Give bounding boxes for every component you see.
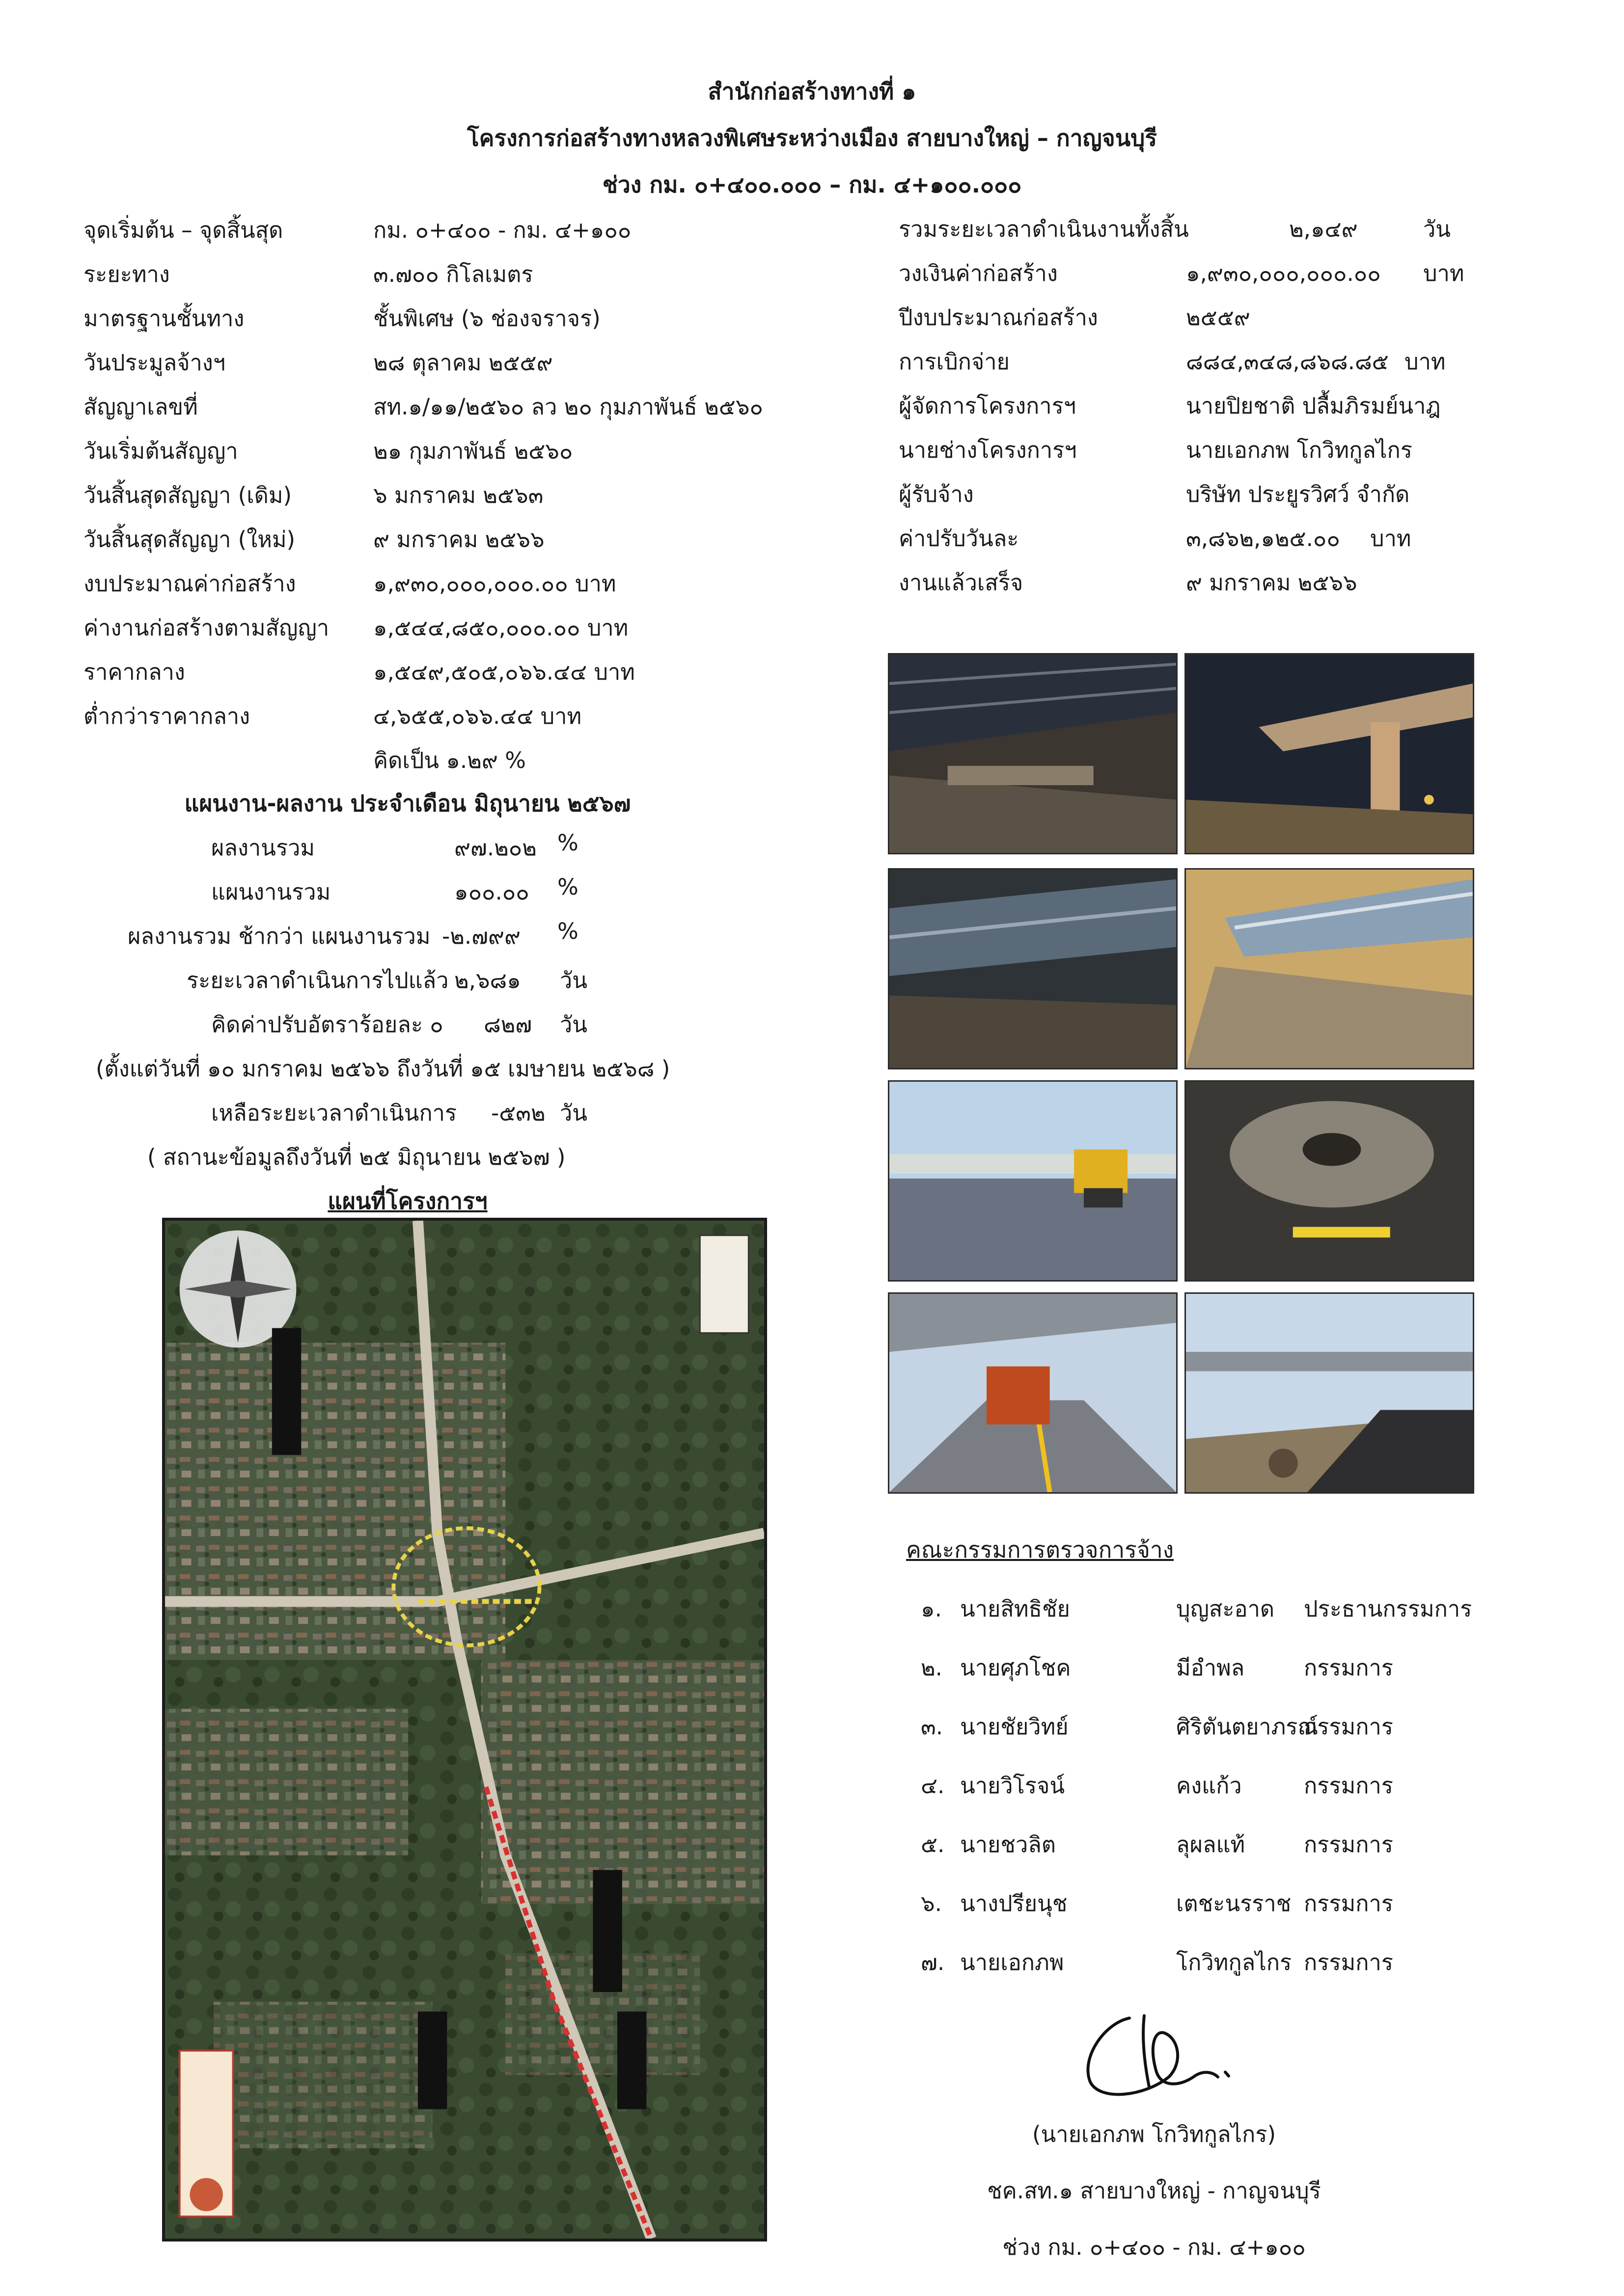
member-last-name: เตชะนรราช xyxy=(1176,1890,1292,1916)
right-info-value: ๓,๘๖๒,๑๒๕.๐๐ xyxy=(1186,525,1340,551)
perf-unit: วัน xyxy=(560,1011,588,1038)
perf-value: ๑๐๐.๐๐ xyxy=(454,879,529,905)
left-info-label: วันสิ้นสุดสัญญา (เดิม) xyxy=(83,482,292,508)
member-last-name: บุญสะอาด xyxy=(1176,1596,1275,1622)
member-no: ๒. xyxy=(921,1655,942,1681)
right-info-label: ปีงบประมาณก่อสร้าง xyxy=(899,304,1098,330)
right-info-label: วงเงินค่าก่อสร้าง xyxy=(899,260,1058,286)
remaining-value: -๕๓๒ xyxy=(491,1100,546,1126)
signature-mark xyxy=(1071,2003,1247,2102)
member-last-name: ลุผลแท้ xyxy=(1176,1831,1245,1858)
member-no: ๑. xyxy=(921,1596,942,1622)
project-title: โครงการก่อสร้างทางหลวงพิเศษระหว่างเมือง สายบางใหญ่ – กาญจนบุรี xyxy=(467,125,1157,151)
member-role: กรรมการ xyxy=(1304,1773,1393,1799)
right-info-value: นายปิยชาติ ปลื้มภิรมย์นาฎ xyxy=(1186,393,1441,419)
member-no: ๕. xyxy=(921,1831,945,1858)
left-info-value: คิดเป็น ๑.๒๙ % xyxy=(373,747,526,773)
map-title: แผนที่โครงการฯ xyxy=(328,1188,488,1214)
member-role: ประธานกรรมการ xyxy=(1304,1596,1472,1622)
left-info-value: ๓.๗๐๐ กิโลเมตร xyxy=(373,261,533,287)
right-info-label: ผู้รับจ้าง xyxy=(899,481,974,507)
perf-unit: % xyxy=(557,830,578,856)
right-info-label: นายช่างโครงการฯ xyxy=(899,437,1077,463)
site-photo xyxy=(1184,653,1474,854)
right-info-label: การเบิกจ่าย xyxy=(899,349,1010,375)
left-info-value: กม. ๐+๔๐๐ - กม. ๔+๑๐๐ xyxy=(373,217,632,243)
left-info-label: วันเริ่มต้นสัญญา xyxy=(83,438,238,464)
member-first-name: นายชวลิต xyxy=(960,1831,1056,1858)
member-first-name: นายสิทธิชัย xyxy=(960,1596,1070,1622)
left-info-label: วันประมูลจ้างฯ xyxy=(83,350,226,376)
member-no: ๖. xyxy=(921,1890,942,1916)
site-photo xyxy=(1184,1080,1474,1282)
right-info-unit: บาท xyxy=(1370,525,1411,551)
right-info-label: ผู้จัดการโครงการฯ xyxy=(899,393,1076,419)
project-map xyxy=(162,1218,767,2241)
right-info-value: ๒๕๕๙ xyxy=(1186,304,1250,330)
left-info-label: ราคากลาง xyxy=(83,659,185,685)
right-info-unit: วัน xyxy=(1423,216,1451,242)
member-first-name: นายชัยวิทย์ xyxy=(960,1714,1069,1740)
remaining-unit: วัน xyxy=(560,1100,588,1126)
perf-label: ระยะเวลาดำเนินการไปแล้ว xyxy=(187,967,449,993)
section-title: ช่วง กม. ๐+๔๐๐.๐๐๐ – กม. ๔+๑๐๐.๐๐๐ xyxy=(602,171,1022,198)
left-info-value: ๑,๕๔๔,๘๕๐,๐๐๐.๐๐ บาท xyxy=(373,615,629,641)
left-info-value: ๒๑ กุมภาพันธ์ ๒๕๖๐ xyxy=(373,438,573,464)
right-info-value: ๘๘๔,๓๔๘,๘๖๘.๘๕ xyxy=(1186,349,1389,375)
site-photo xyxy=(888,868,1178,1069)
site-photo xyxy=(1184,1292,1474,1494)
left-info-value: ๒๘ ตุลาคม ๒๕๕๙ xyxy=(373,350,553,376)
member-last-name: มีอำพล xyxy=(1176,1655,1245,1681)
perf-value: ๙๗.๒๐๒ xyxy=(454,835,537,861)
committee-title: คณะกรรมการตรวจการจ้าง xyxy=(906,1536,1174,1563)
perf-label: แผนงานรวม xyxy=(211,879,331,905)
member-no: ๗. xyxy=(921,1949,945,1975)
member-first-name: นายศุภโชค xyxy=(960,1655,1071,1681)
right-info-label: ค่าปรับวันละ xyxy=(899,525,1019,551)
member-no: ๔. xyxy=(921,1773,945,1799)
signer-section: ช่วง กม. ๐+๔๐๐ - กม. ๔+๑๐๐ xyxy=(1002,2234,1306,2260)
member-no: ๓. xyxy=(921,1714,943,1740)
signer-position: ชค.สท.๑ สายบางใหญ่ - กาญจนบุรี xyxy=(987,2178,1321,2204)
left-info-label: มาตรฐานชั้นทาง xyxy=(83,305,245,331)
member-first-name: นางปรียนุช xyxy=(960,1890,1068,1916)
perf-label: ผลงานรวม xyxy=(211,835,315,861)
perf-unit: % xyxy=(557,918,578,944)
member-first-name: นายวิโรจน์ xyxy=(960,1773,1065,1799)
member-role: กรรมการ xyxy=(1304,1714,1393,1740)
site-photo xyxy=(888,653,1178,854)
site-photo xyxy=(1184,868,1474,1069)
office-title: สำนักก่อสร้างทางที่ ๑ xyxy=(708,78,916,105)
member-first-name: นายเอกภพ xyxy=(960,1949,1064,1975)
left-info-value: ชั้นพิเศษ (๖ ช่องจราจร) xyxy=(373,305,601,331)
perf-unit: % xyxy=(557,874,578,900)
signer-name: (นายเอกภพ โกวิทกูลไกร) xyxy=(1032,2121,1276,2147)
left-info-label: งบประมาณค่าก่อสร้าง xyxy=(83,571,296,597)
left-info-value: ๑,๕๔๙,๕๐๕,๐๖๖.๔๔ บาท xyxy=(373,659,635,685)
member-role: กรรมการ xyxy=(1304,1831,1393,1858)
right-info-value: นายเอกภพ โกวิทกูลไกร xyxy=(1186,437,1412,463)
left-info-label: ระยะทาง xyxy=(83,261,170,287)
left-info-value: ๔,๖๕๕,๐๖๖.๔๔ บาท xyxy=(373,703,582,729)
right-info-label: รวมระยะเวลาดำเนินงานทั้งสิ้น xyxy=(899,216,1189,242)
perf-value: ๘๒๗ xyxy=(484,1011,532,1038)
right-info-value: ๑,๙๓๐,๐๐๐,๐๐๐.๐๐ xyxy=(1186,260,1381,286)
left-info-value: ๑,๙๓๐,๐๐๐,๐๐๐.๐๐ บาท xyxy=(373,571,616,597)
left-info-value: ๖ มกราคม ๒๕๖๓ xyxy=(373,482,544,508)
left-info-value: สท.๑/๑๑/๒๕๖๐ ลว ๒๐ กุมภาพันธ์ ๒๕๖๐ xyxy=(373,394,763,420)
member-last-name: ศิริตันตยาภรณ์ xyxy=(1176,1714,1319,1740)
member-last-name: คงแก้ว xyxy=(1176,1773,1242,1799)
member-role: กรรมการ xyxy=(1304,1655,1393,1681)
left-info-value: ๙ มกราคม ๒๕๖๖ xyxy=(373,526,545,552)
perf-unit: วัน xyxy=(560,967,588,993)
member-role: กรรมการ xyxy=(1304,1949,1393,1975)
right-info-value: ๒,๑๔๙ xyxy=(1289,216,1358,242)
remaining-label: เหลือระยะเวลาดำเนินการ xyxy=(211,1100,457,1126)
member-last-name: โกวิทกูลไกร xyxy=(1176,1949,1292,1975)
left-info-label: สัญญาเลขที่ xyxy=(83,394,198,420)
right-info-label: งานแล้วเสร็จ xyxy=(899,570,1023,596)
right-info-value: บริษัท ประยูรวิศว์ จำกัด xyxy=(1186,481,1410,507)
status-date: ( สถานะข้อมูลถึงวันที่ ๒๕ มิถุนายน ๒๕๖๗ ) xyxy=(147,1144,566,1170)
perf-label: คิดค่าปรับอัตราร้อยละ ๐ xyxy=(211,1011,443,1038)
left-info-label: จุดเริ่มต้น – จุดสิ้นสุด xyxy=(83,217,283,243)
left-info-label: ค่างานก่อสร้างตามสัญญา xyxy=(83,615,330,641)
left-info-label: วันสิ้นสุดสัญญา (ใหม่) xyxy=(83,526,296,552)
left-info-label: ต่ำกว่าราคากลาง xyxy=(83,703,250,729)
penalty-period: (ตั้งแต่วันที่ ๑๐ มกราคม ๒๕๖๖ ถึงวันที่ ๑๕ เมษายน ๒๕๖๘ ) xyxy=(96,1056,670,1082)
right-info-value: ๙ มกราคม ๒๕๖๖ xyxy=(1186,570,1357,596)
performance-title: แผนงาน-ผลงาน ประจำเดือน มิถุนายน ๒๕๖๗ xyxy=(184,790,631,817)
member-role: กรรมการ xyxy=(1304,1890,1393,1916)
perf-value: -๒.๗๙๙ xyxy=(442,923,521,949)
map-image xyxy=(165,1221,764,2239)
perf-label: ผลงานรวม ช้ากว่า แผนงานรวม xyxy=(128,923,431,949)
perf-value: ๒,๖๘๑ xyxy=(454,967,521,993)
right-info-unit: บาท xyxy=(1404,349,1446,375)
right-info-unit: บาท xyxy=(1423,260,1464,286)
site-photo xyxy=(888,1080,1178,1282)
site-photo xyxy=(888,1292,1178,1494)
